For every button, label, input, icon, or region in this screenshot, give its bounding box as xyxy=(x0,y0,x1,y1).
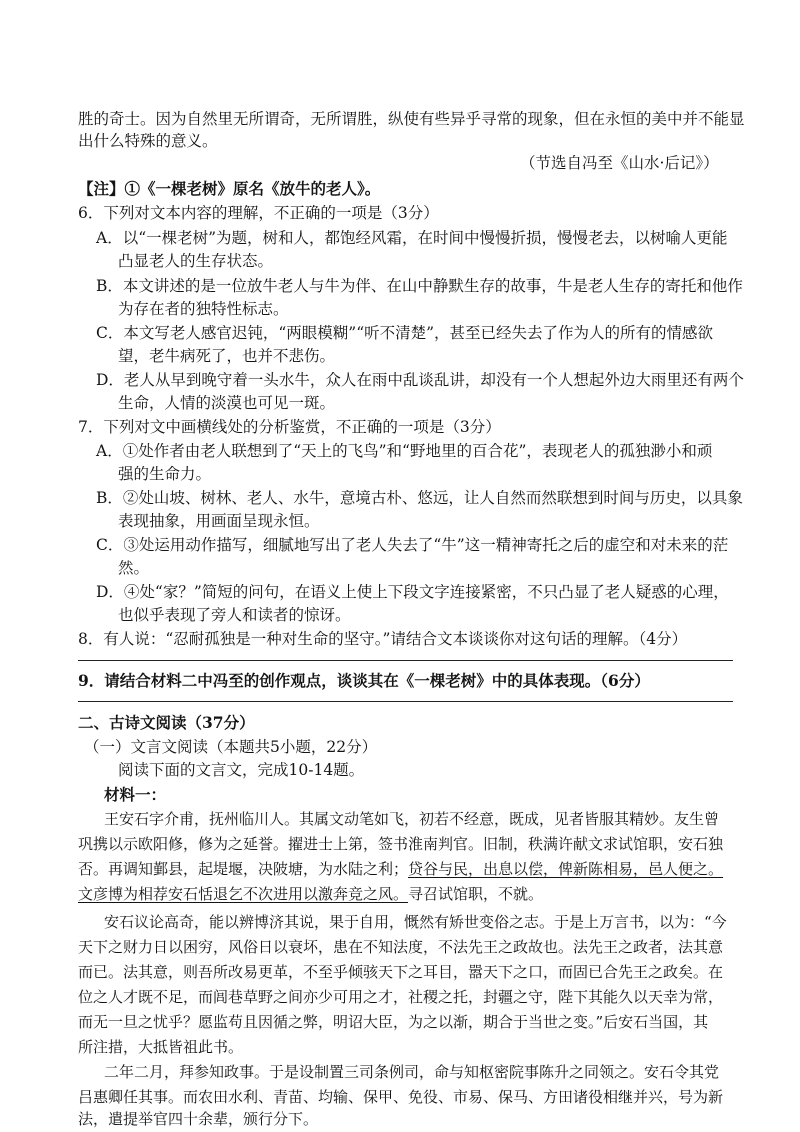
q6-option-a: A．以“一棵老树”为题，树和人，都饱经风霜，在时间中慢慢折损，慢慢老去，以树喻人更能 xyxy=(96,229,728,247)
q8-stem: 8．有人说：“忍耐孤独是一种对生命的坚守。”请结合文本谈谈你对这句话的理解。（4分） xyxy=(78,630,688,648)
q6-option-d: D．老人从早到晚守着一头水牛，众人在雨中乱谈乱讲，却没有一个人想起外边大雨里还有两个 xyxy=(96,371,744,389)
reading-instruction: 阅读下面的文言文，完成10-14题。 xyxy=(118,761,365,779)
passage-end-line-2: 出什么特殊的意义。 xyxy=(78,132,218,150)
answer-line-q9 xyxy=(78,701,733,702)
text-p3-line-3: 法，遣提举官四十余辈，颁行分下。 xyxy=(78,1110,319,1128)
text-p1-line-2: 巩携以示欧阳修，修为之延誉。擢进士上第，签书淮南判官。旧制，秩满许献文求试馆职，安石独 xyxy=(78,835,724,853)
subsection-heading: （一）文言文阅读（本题共5小题，22分） xyxy=(84,738,378,756)
passage-end-line-1: 胜的奇士。因为自然里无所谓奇，无所谓胜，纵使有些异乎寻常的现象，但在永恒的美中并不能显 xyxy=(78,110,745,128)
underlined-sentence-b: 文彦博为相荐安石恬退乞不次进用以激奔竞之风。 xyxy=(78,885,409,903)
note: 【注】①《一棵老树》原名《放牛的老人》。 xyxy=(78,179,381,198)
text-p1-line-3-plain: 否。再调知鄞县，起堤堰，决陂塘，为水陆之利； xyxy=(78,860,409,878)
q7-option-c: C．③处运用动作描写，细腻地写出了老人失去了“牛”这一精神寄托之后的虚空和对未来的茫 xyxy=(96,536,729,554)
text-p1-line-4 xyxy=(78,883,543,905)
text-p2-line-2: 天下之财力日以困穷，风俗日以衰坏，患在不知法度，不法先王之政故也。法先王之政者，法其意 xyxy=(78,938,724,956)
text-p3-line-2: 吕惠卿任其事。而农田水利、青苗、均输、保甲、免役、市易、保马、方田诸役相继并兴，号为新 xyxy=(78,1088,724,1106)
q7-option-a: A．①处作者由老人联想到了“天上的飞鸟”和“野地里的百合花”，表现老人的孤独渺小和顽 xyxy=(96,442,713,460)
underlined-sentence-a: 贷谷与民，出息以偿，俾新陈相易，邑人便之。 xyxy=(408,860,724,878)
q7-option-d-cont: 也似乎表现了旁人和读者的惊讶。 xyxy=(118,606,351,624)
q7-option-d: D．④处“家？”简短的问句，在语义上使上下段文字连接紧密，不只凸显了老人疑惑的心理， xyxy=(96,583,729,601)
q6-option-c: C．本文写老人感官迟钝，“两眼模糊”“听不清楚”，甚至已经失去了作为人的所有的情感欲 xyxy=(96,324,714,342)
q9-stem: 9．请结合材料二中冯至的创作观点，谈谈其在《一棵老树》中的具体表现。（6分） xyxy=(78,671,650,690)
text-p2-line-4: 位之人才既不足，而闾巷草野之间亦少可用之才，社稷之托，封疆之守，陛下其能久以天幸为常， xyxy=(78,988,724,1006)
q7-option-b: B．②处山坡、树林、老人、水牛，意境古朴、悠远，让人自然而然联想到时间与历史，以具象 xyxy=(96,489,743,507)
q6-option-b-cont: 为存在者的独特性标志。 xyxy=(118,300,289,318)
q6-stem: 6．下列对文本内容的理解，不正确的一项是（3分） xyxy=(78,204,439,222)
material-label: 材料一： xyxy=(104,785,167,804)
q7-stem: 7．下列对文中画横线处的分析鉴赏，不正确的一项是（3分） xyxy=(78,418,501,436)
q7-option-c-cont: 然。 xyxy=(118,559,150,577)
text-p1-line-3 xyxy=(78,858,723,880)
q7-option-a-cont: 强的生命力。 xyxy=(118,465,212,483)
answer-line-q8 xyxy=(78,660,733,661)
q6-option-c-cont: 望，老牛病死了，也并不悲伤。 xyxy=(118,347,336,365)
q6-option-a-cont: 凸显老人的生存状态。 xyxy=(118,252,274,270)
text-p2-line-5: 而无一旦之忧乎？愿监苟且因循之弊，明诏大臣，为之以渐，期合于当世之变。”后安石当国，其 xyxy=(78,1013,709,1031)
text-p1-line-4-plain: 寻召试馆职，不就。 xyxy=(408,885,544,903)
passage-source: （节选自冯至《山水·后记》） xyxy=(520,154,719,172)
text-p2-line-3: 而已。法其意，则吾所改易更革，不至乎倾骇天下之耳目，嚣天下之口，而固已合先王之政矣。在 xyxy=(78,963,724,981)
q6-option-d-cont: 生命，人情的淡漠也可见一斑。 xyxy=(118,394,336,412)
q7-option-b-cont: 表现抽象，用画面呈现永恒。 xyxy=(118,512,320,530)
text-p1-line-1: 王安石字介甫，抚州临川人。其属文动笔如飞，初若不经意，既成，见者皆服其精妙。友生曾 xyxy=(104,810,720,828)
text-p2-line-1: 安石议论高奇，能以辨博济其说，果于自用，慨然有矫世变俗之志。于是上万言书，以为：“今 xyxy=(104,913,727,931)
section-heading: 二、古诗文阅读（37分） xyxy=(78,713,255,732)
text-p3-line-1: 二年二月，拜参知政事。于是设制置三司条例司，命与知枢密院事陈升之同领之。安石令其党 xyxy=(104,1063,720,1081)
text-p2-line-6: 所注措，大抵皆祖此书。 xyxy=(78,1038,244,1056)
q6-option-b: B．本文讲述的是一位放牛老人与牛为伴、在山中静默生存的故事，牛是老人生存的寄托和他作 xyxy=(96,277,743,295)
